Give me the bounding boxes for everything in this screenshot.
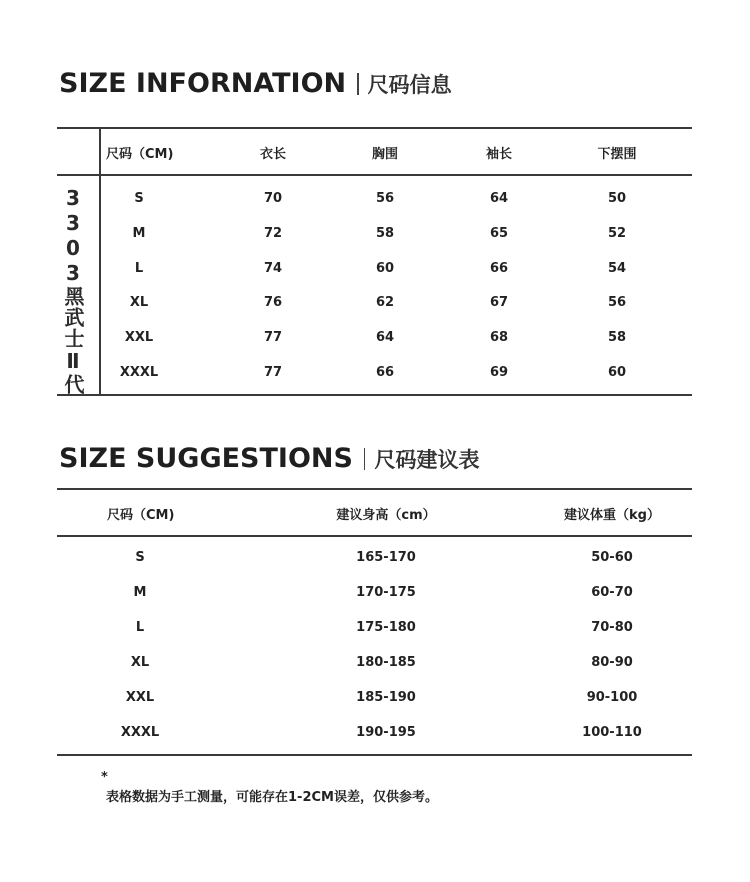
table-cell: 175-180	[356, 620, 416, 635]
table-cell: 58	[607, 330, 627, 345]
table-header-border	[57, 535, 692, 537]
table-cell: M	[133, 585, 147, 600]
table-cell: 185-190	[356, 690, 416, 705]
table-cell: XL	[129, 295, 149, 310]
table-cell: 58	[375, 226, 395, 241]
table-cell: 69	[489, 365, 509, 380]
table-cell: 52	[607, 226, 627, 241]
table-cell: 54	[607, 261, 627, 276]
table-cell: 下摆围	[597, 147, 637, 162]
table-top-border	[57, 488, 692, 490]
size-info-title	[59, 68, 452, 99]
table-cell: 190-195	[356, 725, 416, 740]
table-cell: L	[135, 620, 145, 635]
product-name-label: 3303黑武士Ⅱ代	[61, 186, 85, 395]
table-cell: 70-80	[591, 620, 633, 635]
table-cell: 50-60	[591, 550, 633, 565]
size-suggestions-title-cn: 尺码建议表	[374, 447, 480, 472]
table-cell: 66	[489, 261, 509, 276]
table-cell: S	[134, 191, 144, 206]
table-cell: 80-90	[591, 655, 633, 670]
table-cell: 56	[375, 191, 395, 206]
table-cell: 尺码（CM)	[107, 508, 175, 523]
table-cell: XXL	[125, 690, 155, 705]
table-cell: 77	[263, 365, 283, 380]
table-bottom-border	[57, 394, 692, 396]
table-cell: L	[134, 261, 144, 276]
table-side-divider	[99, 128, 101, 395]
table-cell: 65	[489, 226, 509, 241]
table-cell: 100-110	[582, 725, 642, 740]
table-cell: 170-175	[356, 585, 416, 600]
title-divider	[357, 73, 359, 95]
table-cell: 76	[263, 295, 283, 310]
table-cell: 袖长	[485, 147, 513, 162]
table-cell: XXL	[124, 330, 154, 345]
table-bottom-border	[57, 754, 692, 756]
table-cell: 56	[607, 295, 627, 310]
size-suggestions-title-en: SIZE SUGGESTIONS	[59, 443, 353, 474]
table-cell: S	[135, 550, 145, 565]
size-suggestions-title	[59, 443, 479, 474]
table-cell: XXXL	[119, 365, 159, 380]
table-cell: 180-185	[356, 655, 416, 670]
table-cell: 62	[375, 295, 395, 310]
table-cell: 66	[375, 365, 395, 380]
size-info-title-cn: 尺码信息	[367, 72, 452, 97]
table-cell: 90-100	[586, 690, 638, 705]
table-cell: XXXL	[120, 725, 160, 740]
table-cell: 70	[263, 191, 283, 206]
table-top-border	[57, 127, 692, 129]
table-cell: 64	[375, 330, 395, 345]
table-cell: 建议身高（cm）	[336, 508, 436, 523]
note-asterisk: *	[101, 770, 108, 785]
table-cell: 胸围	[371, 147, 399, 162]
table-cell: 72	[263, 226, 283, 241]
table-cell: 衣长	[259, 147, 287, 162]
table-cell: 60-70	[591, 585, 633, 600]
table-cell: 77	[263, 330, 283, 345]
table-cell: XL	[130, 655, 150, 670]
table-cell: 60	[607, 365, 627, 380]
table-cell: 64	[489, 191, 509, 206]
measurement-note: 表格数据为手工测量，可能存在1-2CM误差，仅供参考。	[106, 790, 438, 805]
table-cell: 68	[489, 330, 509, 345]
table-cell: 74	[263, 261, 283, 276]
table-cell: 165-170	[356, 550, 416, 565]
table-cell: 67	[489, 295, 509, 310]
table-cell: 尺码（CM)	[106, 147, 174, 162]
table-cell: 建议体重（kg）	[564, 508, 660, 523]
title-divider	[364, 448, 366, 470]
table-header-border	[57, 174, 692, 176]
size-info-title-en: SIZE INFORNATION	[59, 68, 347, 99]
table-cell: M	[132, 226, 146, 241]
table-cell: 60	[375, 261, 395, 276]
table-cell: 50	[607, 191, 627, 206]
